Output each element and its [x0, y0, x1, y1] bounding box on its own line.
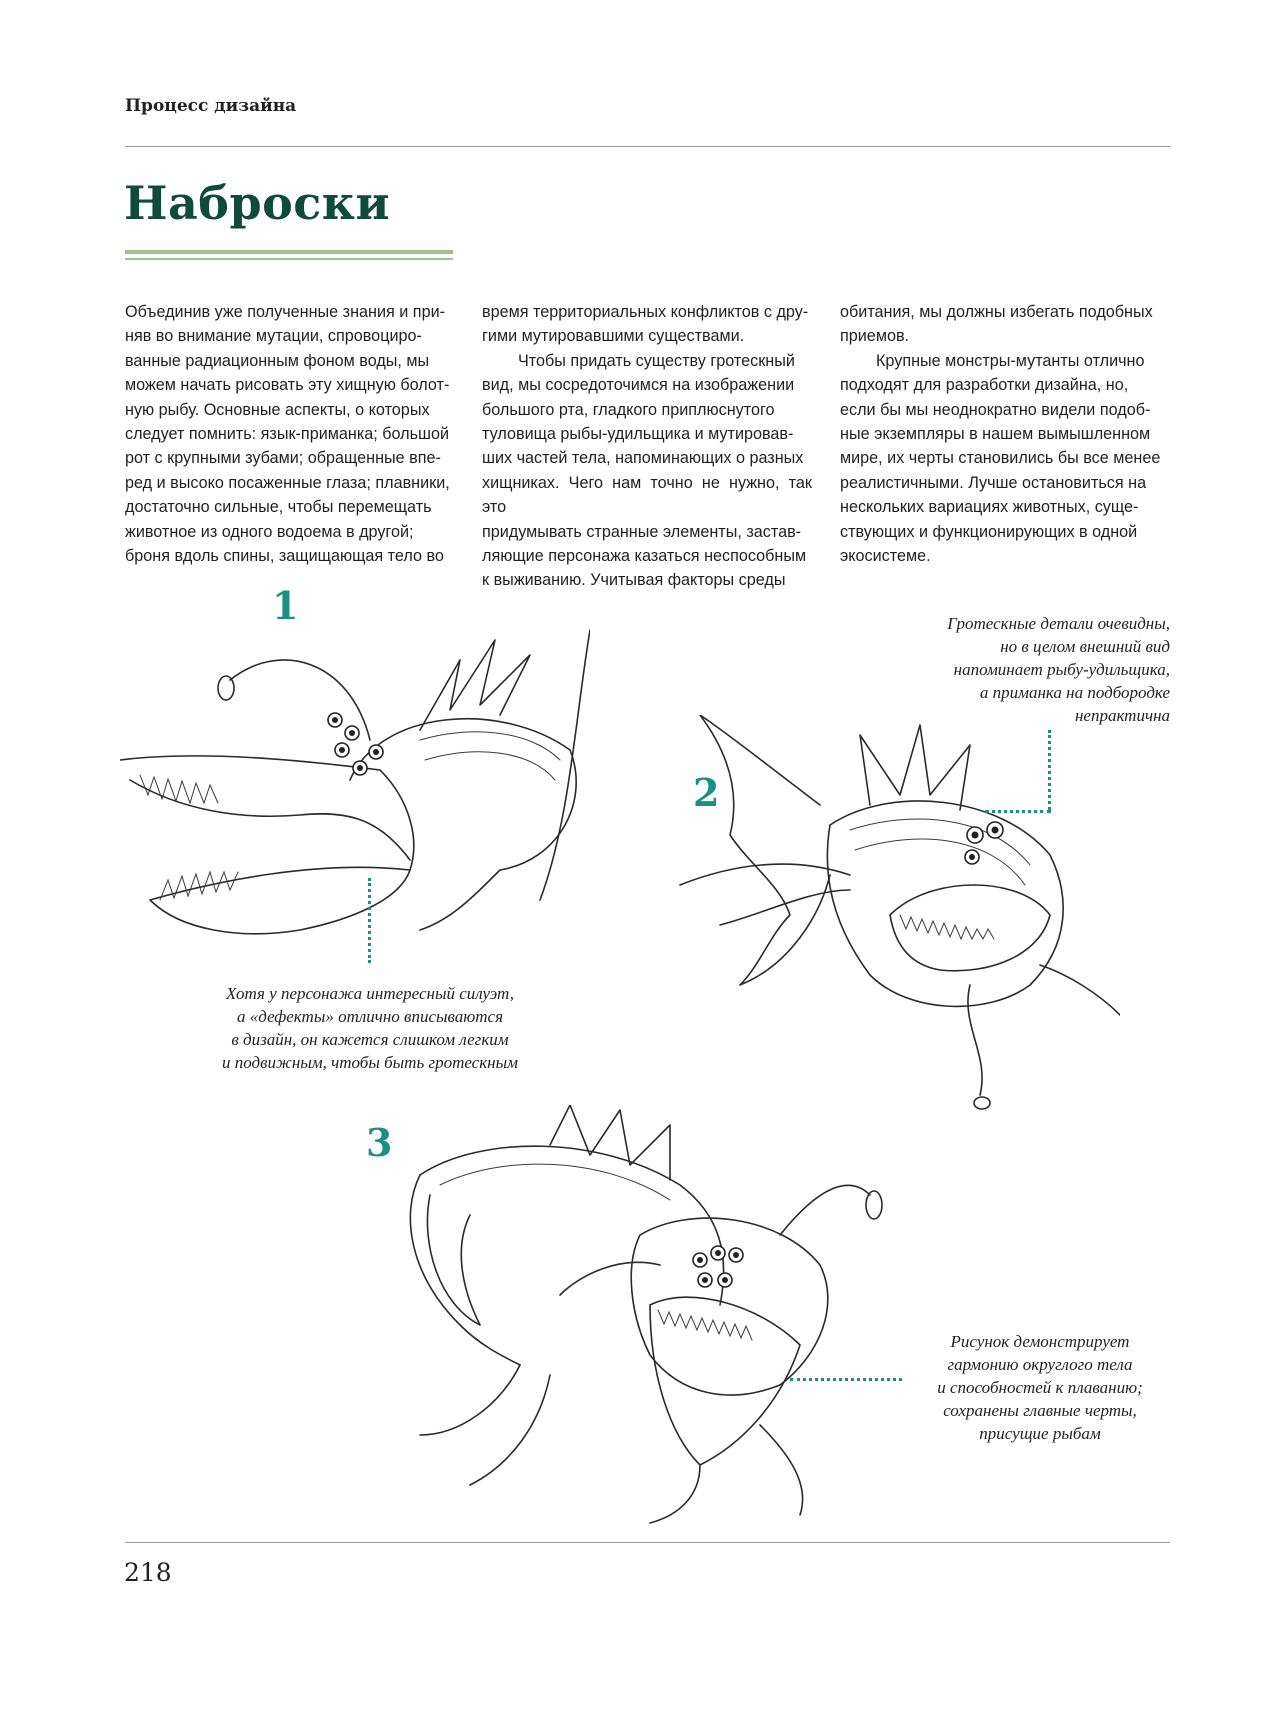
sketch-2-caption [850, 612, 1170, 727]
page-title: Наброски [124, 176, 391, 230]
sketch-2-illustration [670, 715, 1120, 1115]
sketch-1-leader-line [368, 878, 371, 963]
sketch-1-number: 1 [272, 583, 299, 628]
body-outline [827, 801, 1063, 1006]
col2-line: ших частей тела, напоминающих о разных [482, 449, 804, 468]
col3-line: обитания, мы должны избегать подобных [840, 303, 1153, 321]
whisker-right [1040, 965, 1120, 1015]
col3-line: Крупные монстры-мутанты отлично [876, 351, 1145, 370]
sketch-2-number: 2 [693, 770, 720, 815]
title-underline-thick [125, 250, 453, 254]
caption-line: гармонию округлого тела [947, 1355, 1133, 1374]
caption-line: в дизайн, он кажется слишком легким [231, 1030, 509, 1049]
col2-line: ляющие персонажа казаться неспособным [482, 547, 807, 566]
col2-line: Чтобы придать существу гротескный [518, 351, 795, 370]
lower-jaw [150, 867, 410, 933]
footer-rule [125, 1542, 1170, 1543]
page-number: 218 [124, 1558, 172, 1587]
caption-line: и способностей к плаванию; [937, 1378, 1143, 1397]
col2-line: хищниках. Чего нам точно не нужно, так это [482, 473, 812, 517]
chin-lure [968, 985, 982, 1095]
dorsal-fin [420, 640, 530, 730]
running-header: Процесс дизайна [125, 96, 297, 116]
caption-line: присущие рыбам [979, 1424, 1101, 1443]
col2-line: время территориальных конфликтов с дру- [482, 303, 809, 321]
sketch-1-illustration [120, 600, 590, 980]
body-outline [350, 719, 576, 930]
tail-fin [427, 1195, 480, 1325]
chin-lure-bulb [974, 1097, 990, 1109]
whisker-left [680, 864, 850, 885]
tentacle [650, 1465, 700, 1523]
col1-line: броня вдоль спины, защищающая тело во [125, 547, 444, 566]
col1-line: достаточно сильные, чтобы перемещать [125, 498, 432, 517]
dorsal-fin [550, 1105, 670, 1180]
lower-teeth [160, 872, 238, 900]
body-column-1 [125, 300, 455, 568]
col3-line: экосистеме. [840, 547, 931, 566]
antenna-left [560, 1262, 660, 1295]
col2-line: придумывать странные элементы, застав- [482, 522, 802, 541]
col1-line: можем начать рисовать эту хищную болот- [125, 376, 450, 395]
col1-line: Объединив уже полученные знания и при- [125, 303, 446, 321]
caption-line: но в целом внешний вид [1000, 637, 1170, 656]
col3-line: нескольких вариациях животных, суще- [840, 498, 1139, 517]
col2-line: гими мутировавшими существами. [482, 327, 745, 346]
body-column-2 [482, 300, 812, 593]
col3-line: ствующих и функционирующих в одной [840, 522, 1138, 541]
sketch-2-leader-line-horizontal [985, 810, 1051, 813]
body-scales [855, 839, 1025, 885]
tail-spine [540, 630, 590, 900]
dorsal-fin [860, 725, 970, 810]
back-scales [440, 1164, 670, 1200]
tentacle [470, 1375, 550, 1485]
caption-line: Рисунок демонстрирует [950, 1332, 1130, 1351]
caption-line: Гротескные детали очевидны, [947, 614, 1170, 633]
caption-line: а приманка на подбородке [979, 683, 1170, 702]
lure-bulb [218, 676, 234, 700]
sketch-2-leader-line-vertical [1048, 730, 1051, 810]
antenna-bulb [866, 1191, 882, 1219]
sketch-3-number: 3 [366, 1120, 393, 1165]
mouth [650, 1297, 800, 1465]
upper-jaw [120, 756, 414, 870]
caption-line: Хотя у персонажа интересный силуэт, [225, 984, 514, 1003]
col2-line: к выживанию. Учитывая факторы среды [482, 571, 786, 590]
col1-line: ванные радиационным фоном воды, мы [125, 351, 430, 370]
body-scales [850, 819, 1030, 865]
col1-line: животное из одного водоема в другой; [125, 522, 414, 541]
col3-line: подходят для разработки дизайна, но, [840, 376, 1129, 395]
caption-line: и подвижным, чтобы быть гротескным [222, 1053, 518, 1072]
col3-line: если бы мы неоднократно видели подоб- [840, 400, 1151, 419]
upper-teeth [140, 775, 218, 803]
caption-line: непрактична [1074, 706, 1170, 725]
sketch-1-caption [190, 982, 550, 1074]
sketch-3-caption [915, 1330, 1165, 1445]
tentacle [420, 1365, 520, 1435]
body-scales [425, 752, 555, 780]
upper-jaw-inner [130, 780, 410, 860]
upper-teeth [658, 1310, 752, 1340]
col3-line: приемов. [840, 327, 910, 346]
col3-line: мире, их черты становились бы все менее [840, 449, 1161, 468]
body-column-3 [840, 300, 1170, 568]
tail-fin [700, 715, 830, 985]
col1-line: ред и высоко посаженные глаза; плавники, [125, 473, 450, 492]
caption-line: напоминает рыбу-удильщика, [953, 660, 1170, 679]
col3-line: реалистичными. Лучше остановиться на [840, 473, 1147, 492]
col2-line: вид, мы сосредоточимся на изображении [482, 376, 795, 395]
col2-line: туловища рыбы-удильщика и мутировав- [482, 425, 794, 444]
caption-line: сохранены главные черты, [943, 1401, 1137, 1420]
col1-line: рот с крупными зубами; обращенные впе- [125, 449, 441, 468]
belly-outline [410, 1175, 520, 1365]
sketch-3-leader-line [790, 1378, 902, 1381]
col3-line: ные экземпляры в нашем вымышленном [840, 425, 1151, 444]
antenna-right [780, 1185, 870, 1235]
col1-line: следует помнить: язык-приманка; большой [125, 425, 450, 444]
col2-line: большого рта, гладкого приплюснутого [482, 400, 775, 419]
mouth [890, 885, 1050, 971]
sketch-3-illustration [400, 1105, 890, 1525]
upper-teeth [900, 915, 994, 939]
col1-line: няв во внимание мутации, спровоциро- [125, 327, 422, 346]
header-rule [125, 146, 1170, 147]
col1-line: ную рыбу. Основные аспекты, о которых [125, 400, 430, 419]
title-underline-thin [125, 258, 453, 260]
head-outline [631, 1218, 828, 1395]
tentacle [760, 1425, 803, 1515]
caption-line: а «дефекты» отлично вписываются [237, 1007, 503, 1026]
